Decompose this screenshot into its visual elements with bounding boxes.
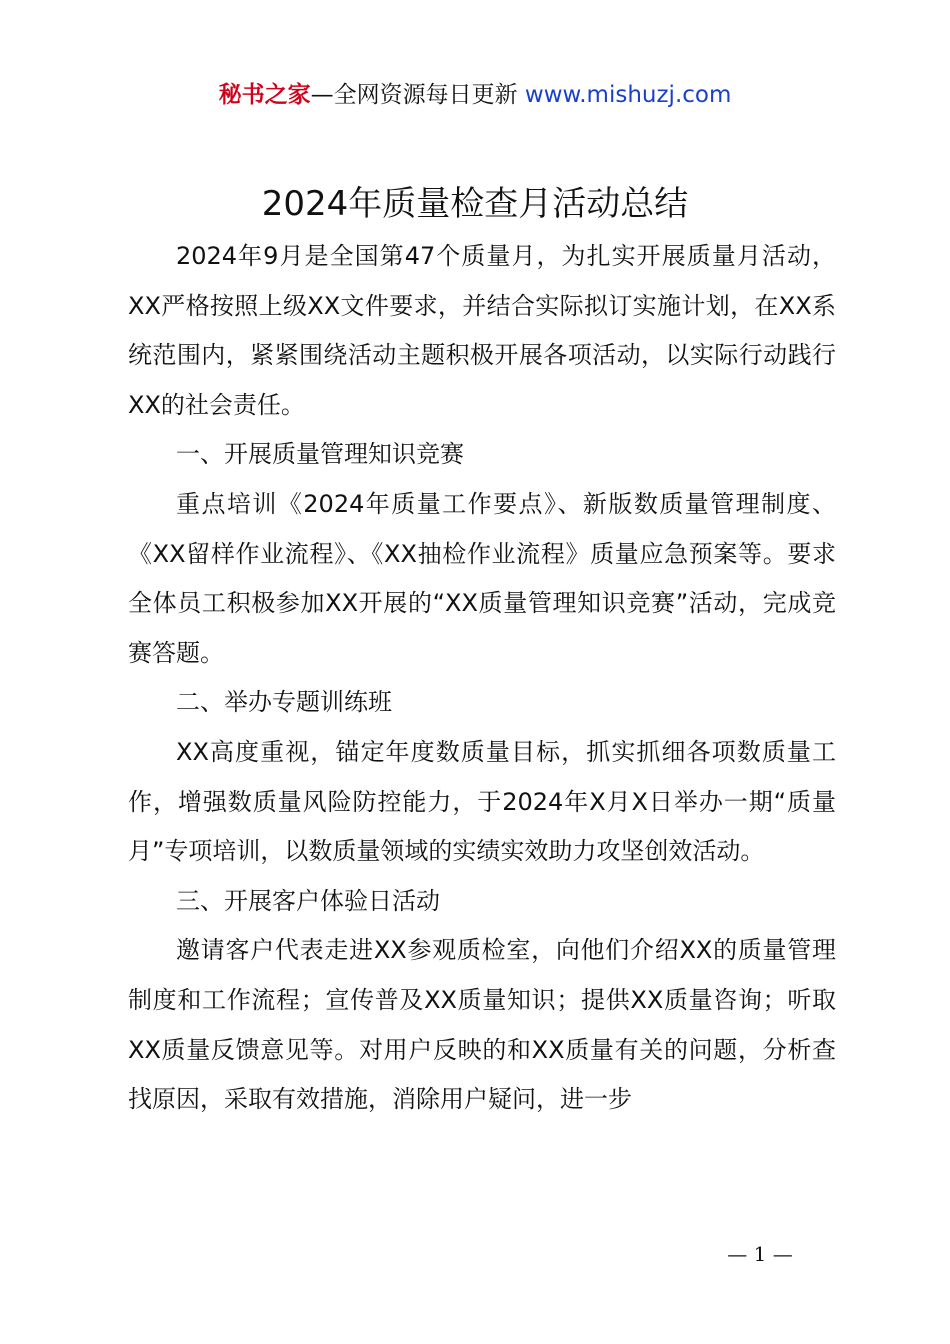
site-url-link[interactable]: www.mishuzj.com: [524, 82, 732, 108]
document-body: [128, 232, 836, 1125]
intro-paragraph: 2024年9月是全国第47个质量月，为扎实开展质量月活动，XX严格按照上级XX文件要求，并结合实际拟订实施计划，在XX系统范围内，紧紧围绕活动主题积极开展各项活动，以实际行动践行XX的社会责任。: [128, 242, 836, 419]
document-title: 2024年质量检查月活动总结: [261, 184, 689, 224]
section-paragraph-2: XX高度重视，锚定年度数质量目标，抓实抓细各项数质量工作，增强数质量风险防控能力，于2024年X月X日举办一期“质量月”专项培训，以数质量领域的实绩实效助力攻坚创效活动。: [128, 737, 836, 866]
section-paragraph-3: 邀请客户代表走进XX参观质检室，向他们介绍XX的质量管理制度和工作流程；宣传普及XX质量知识；提供XX质量咨询；听取XX质量反馈意见等。对用户反映的和XX质量有关的问题，分析查找原因，采取有效措施，消除用户疑问，进一步: [128, 936, 836, 1114]
site-header: [0, 78, 950, 112]
brand-name: 秘书之家: [218, 82, 311, 108]
section-paragraph-1: 重点培训《2024年质量工作要点》、新版数质量管理制度、《XX留样作业流程》、《XX抽检作业流程》质量应急预案等。要求全体员工积极参加XX开展的“XX质量管理知识竞赛”活动，完成竞赛答题。: [128, 489, 836, 667]
section-heading-1: 一、开展质量管理知识竞赛: [176, 440, 464, 469]
page-number: — 1 —: [727, 1242, 793, 1266]
site-tagline: —全网资源每日更新: [310, 82, 518, 108]
section-heading-2: 二、举办专题训练班: [176, 688, 392, 717]
section-heading-3: 三、开展客户体验日活动: [176, 886, 440, 915]
